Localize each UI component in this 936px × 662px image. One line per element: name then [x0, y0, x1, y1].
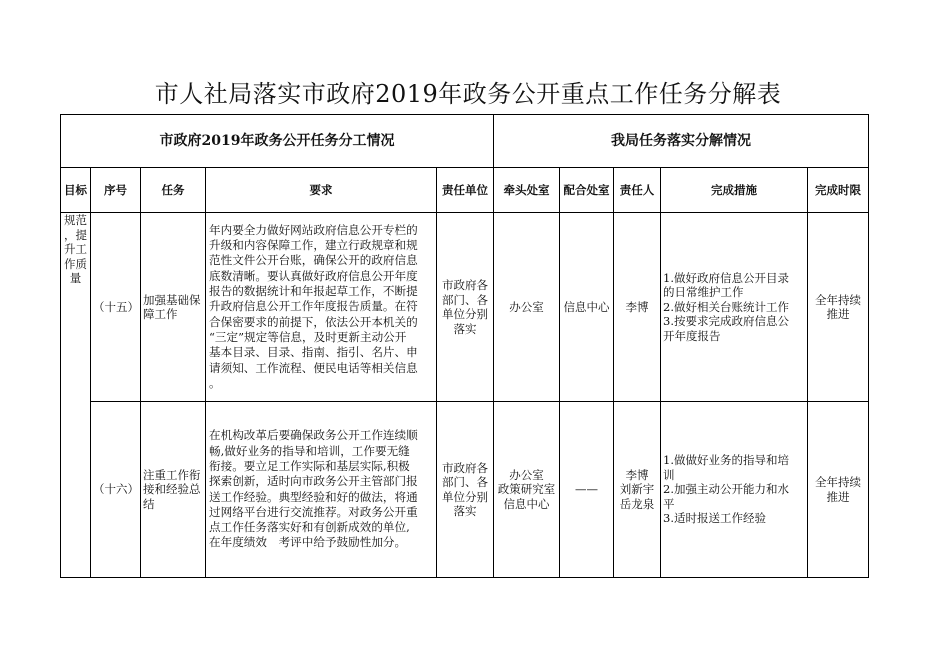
- row-measures: 1.做好政府信息公开目录 的日常维护工作 2.做好相关台账统计工作 3.按要求完成政府信息公 开年度报告: [661, 213, 808, 402]
- col-measures: 完成措施: [661, 168, 808, 213]
- target-cell: 规范 ，提 升工 作质 量: [61, 213, 91, 578]
- row-lead: 办公室: [494, 213, 560, 402]
- section-header-right: 我局任务落实分解情况: [494, 115, 869, 168]
- col-no: 序号: [91, 168, 141, 213]
- section-header-left: 市政府2019年政务公开任务分工情况: [61, 115, 494, 168]
- row-lead: 办公室 政策研究室 信息中心: [494, 402, 560, 578]
- table-row: [61, 213, 869, 402]
- task-table: [60, 114, 869, 578]
- row-person: 李博: [614, 213, 661, 402]
- col-task: 任务: [141, 168, 206, 213]
- row-unit: 市政府各 部门、各 单位分别 落实: [437, 213, 494, 402]
- row-unit: 市政府各 部门、各 单位分别 落实: [437, 402, 494, 578]
- table-row: [61, 402, 869, 578]
- row-assist: ——: [560, 402, 614, 578]
- row-deadline: 全年持续 推进: [808, 402, 869, 578]
- col-deadline: 完成时限: [808, 168, 869, 213]
- col-assist: 配合处室: [560, 168, 614, 213]
- page-title: 市人社局落实市政府2019年政务公开重点工作任务分解表: [154, 80, 782, 108]
- row-task: 加强基础保障工作: [141, 213, 206, 402]
- row-requirement: 在机构改革后要确保政务公开工作连续顺 畅,做好业务的指导和培训，工作要无缝 衔接。要立足工作实际和基层实际,积极 探索创新，适时向市政务公开主管部门报 送工作经验。典型经验和好的做法，将通 过网络平台进行交流推荐。对政务公开重 点工作任务落实好和有创新成效的单位, 在年度绩效 考评中给予鼓励性加分。: [206, 402, 437, 578]
- col-target: 目标: [61, 168, 91, 213]
- row-person: 李博 刘新宇 岳龙泉: [614, 402, 661, 578]
- row-measures: 1.做做好业务的指导和培 训 2.加强主动公开能力和水 平 3.适时报送工作经验: [661, 402, 808, 578]
- column-header-row: [61, 168, 869, 213]
- col-unit: 责任单位: [437, 168, 494, 213]
- col-requirement: 要求: [206, 168, 437, 213]
- row-no: （十五）: [91, 213, 141, 402]
- row-assist: 信息中心: [560, 213, 614, 402]
- col-person: 责任人: [614, 168, 661, 213]
- row-no: （十六）: [91, 402, 141, 578]
- row-task: 注重工作衔接和经验总结: [141, 402, 206, 578]
- row-deadline: 全年持续 推进: [808, 213, 869, 402]
- row-requirement: 年内要全力做好网站政府信息公开专栏的 升级和内容保障工作，建立行政规章和规 范性文件公开台账，确保公开的政府信息 底数清晰。要认真做好政府信息公开年度 报告的数据统计和年报起草工作，不断提 升政府信息公开工作年度报告质量。在符 合保密要求的前提下，依法公开本机关的 “三定”规定等信息，及时更新主动公开 基本目录、目录、指南、指引、名片、申 请须知、工作流程、便民电话等相关信息 。: [206, 213, 437, 402]
- col-lead: 牵头处室: [494, 168, 560, 213]
